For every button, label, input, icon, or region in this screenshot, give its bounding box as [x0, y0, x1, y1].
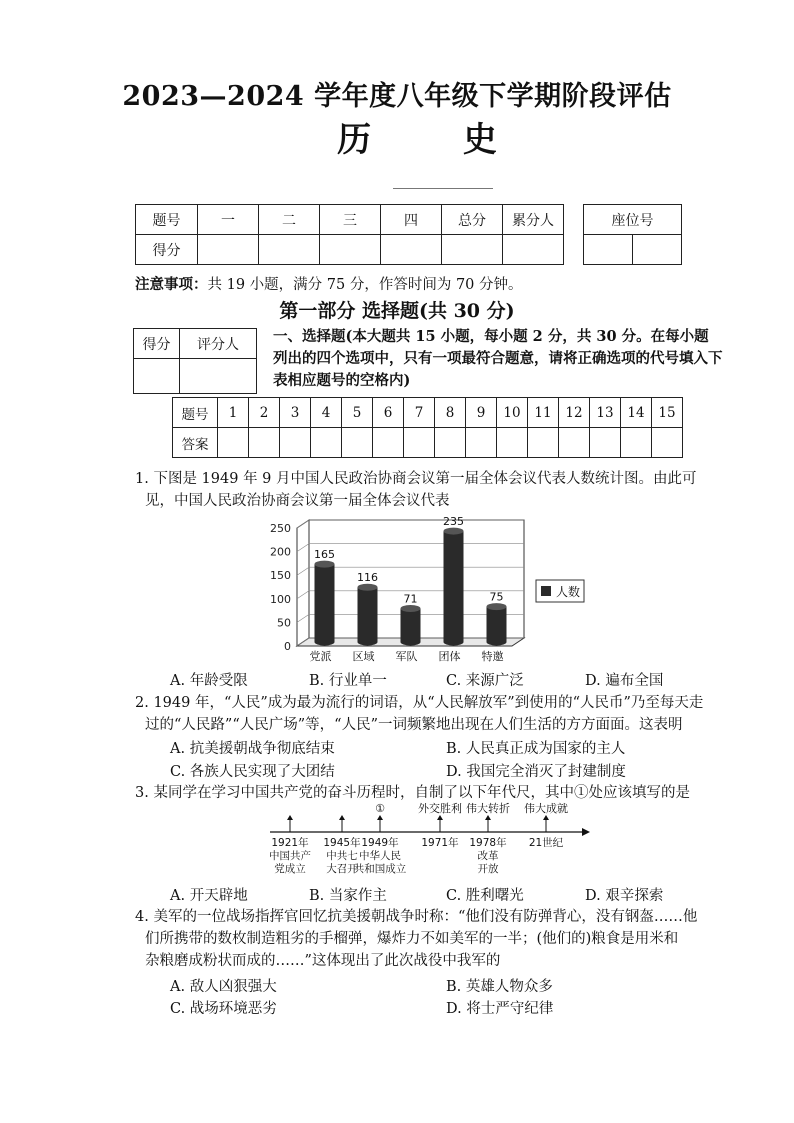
answer-cell[interactable] — [497, 428, 528, 458]
header-cell: 四 — [381, 205, 442, 235]
score-table-header-row — [136, 205, 564, 235]
bar — [444, 531, 464, 642]
seat-label: 座位号 — [584, 205, 682, 235]
answer-number-cell: 5 — [342, 398, 373, 428]
y-tick-label: 250 — [270, 522, 291, 535]
grader-cell[interactable] — [134, 359, 180, 394]
data-label: 75 — [489, 590, 504, 604]
legend-swatch — [541, 586, 551, 596]
grader-table — [133, 328, 257, 394]
gridline — [297, 591, 309, 599]
bar-top — [315, 561, 335, 568]
gridline — [297, 520, 309, 528]
answer-cell[interactable] — [373, 428, 404, 458]
answer-number-cell: 11 — [528, 398, 559, 428]
stem-line: 2. 1949 年，“人民”成为最为流行的词语，从“人民解放军”到使用的“人民币”乃至每天走 — [135, 695, 704, 711]
q4-option-b[interactable]: B. 英雄人物众多 — [446, 979, 553, 995]
chart-side-wall — [297, 520, 309, 646]
timeline-tick-arrow — [287, 815, 293, 820]
score-table — [135, 204, 564, 265]
timeline-tick-arrow — [543, 815, 549, 820]
timeline-point-label: 共和国成立 — [353, 863, 407, 875]
answer-number-cell: 8 — [435, 398, 466, 428]
answer-number-cell: 4 — [311, 398, 342, 428]
bar — [315, 564, 335, 642]
delegate-bar-chart — [255, 508, 590, 668]
gridline — [297, 567, 309, 575]
timeline-point-label: 改革 — [477, 850, 499, 862]
seat-cell[interactable] — [584, 235, 633, 265]
x-tick-label: 区域 — [352, 650, 375, 663]
timeline-top-label: ① — [375, 802, 385, 815]
x-tick-label: 团体 — [438, 650, 461, 663]
answer-cell[interactable] — [404, 428, 435, 458]
timeline-point-label: 党成立 — [274, 863, 306, 875]
grader-header: 评分人 — [180, 329, 257, 359]
answer-number-cell: 1 — [218, 398, 249, 428]
timeline-point-label: 1921年 — [271, 837, 309, 849]
timeline-point-label: 1945年 — [323, 837, 361, 849]
timeline-top-label: 外交胜利 — [418, 802, 462, 815]
y-tick-label: 150 — [270, 569, 291, 583]
answer-table — [172, 397, 683, 458]
data-label: 116 — [357, 571, 378, 585]
x-tick-label: 党派 — [309, 650, 332, 663]
stem-line: 过的“人民路”“人民广场”等，“人民”一词频繁地出现在人们生活的方方面面。这表明 — [145, 717, 683, 733]
y-tick-label: 200 — [270, 545, 291, 559]
q1-option-d[interactable]: D. 遍布全国 — [585, 673, 664, 689]
q3-option-c[interactable]: C. 胜利曙光 — [446, 888, 524, 904]
row-label: 得分 — [136, 235, 198, 265]
bar — [358, 587, 378, 642]
legend-label: 人数 — [556, 585, 581, 599]
header-cell: 一 — [198, 205, 259, 235]
header-cell: 累分人 — [503, 205, 564, 235]
bar-top — [358, 584, 378, 591]
timeline-tick-arrow — [377, 815, 383, 820]
seat-table — [583, 204, 682, 265]
answer-number-cell: 2 — [249, 398, 280, 428]
timeline-point-label: 1978年 — [469, 837, 507, 849]
answer-number-cell: 12 — [559, 398, 590, 428]
exam-title: 2023—2024 学年度八年级下学期阶段评估 — [122, 81, 672, 112]
q2-option-c[interactable]: C. 各族人民实现了大团结 — [170, 764, 335, 780]
q1-option-a[interactable]: A. 年龄受限 — [170, 673, 248, 689]
answer-number-cell: 15 — [652, 398, 683, 428]
answer-number-cell: 10 — [497, 398, 528, 428]
q4-option-c[interactable]: C. 战场环境恶劣 — [170, 1001, 277, 1017]
question-4-stem — [135, 906, 697, 972]
timeline-point-label: 1949年 — [361, 837, 399, 849]
answer-number-cell: 9 — [466, 398, 497, 428]
stem-line: 们所携带的数枚制造粗劣的手榴弹，爆炸力不如美军的一半；(他们的)粮食是用米和 — [145, 931, 679, 947]
answer-row-label: 题号 — [173, 398, 218, 428]
notice-label: 注意事项： — [135, 276, 208, 293]
answer-number-cell: 14 — [621, 398, 652, 428]
timeline — [262, 800, 597, 880]
q2-option-a[interactable]: A. 抗美援朝战争彻底结束 — [170, 741, 335, 757]
divider — [393, 188, 493, 189]
answer-cell[interactable] — [590, 428, 621, 458]
score-cell[interactable] — [442, 235, 503, 265]
q3-option-d[interactable]: D. 艰辛探索 — [585, 888, 664, 904]
timeline-point-label: 21世纪 — [528, 837, 564, 849]
q1-option-c[interactable]: C. 来源广泛 — [446, 673, 524, 689]
timeline-arrowhead — [582, 828, 590, 836]
question-3-stem: 3. 某同学在学习中国共产党的奋斗历程时，自制了以下年代尺，其中①处应该填写的是 — [135, 785, 690, 801]
answer-number-row — [173, 398, 683, 428]
part-title: 第一部分 选择题(共 30 分) — [279, 300, 515, 322]
bar — [401, 608, 421, 642]
q2-option-d[interactable]: D. 我国完全消灭了封建制度 — [446, 764, 626, 780]
bar-base — [315, 639, 335, 646]
q1-option-b[interactable]: B. 行业单一 — [309, 673, 387, 689]
data-label: 71 — [403, 592, 418, 606]
answer-row — [173, 428, 683, 458]
answer-number-cell: 13 — [590, 398, 621, 428]
data-label: 235 — [443, 515, 464, 529]
score-cell[interactable] — [381, 235, 442, 265]
notice-text: 共 19 小题，满分 75 分，作答时间为 70 分钟。 — [207, 277, 523, 293]
header-cell: 三 — [320, 205, 381, 235]
answer-cell[interactable] — [342, 428, 373, 458]
timeline-point-label: 1971年 — [421, 837, 459, 849]
answer-cell[interactable] — [311, 428, 342, 458]
timeline-point-label: 开放 — [477, 863, 499, 875]
answer-number-cell: 7 — [404, 398, 435, 428]
answer-number-cell: 3 — [280, 398, 311, 428]
timeline-tick-arrow — [485, 815, 491, 820]
stem-line: 4. 美军的一位战场指挥官回忆抗美援朝战争时称：“他们没有防弹背心，没有钢盔……他 — [135, 909, 698, 925]
stem-line: 见，中国人民政治协商会议第一届全体会议代表 — [145, 493, 450, 509]
x-tick-label: 特邀 — [481, 650, 504, 663]
timeline-point-label: 中共七 — [326, 850, 358, 862]
data-label: 165 — [314, 548, 335, 562]
answer-number-cell: 6 — [373, 398, 404, 428]
timeline-tick-arrow — [339, 815, 345, 820]
grader-header: 得分 — [134, 329, 180, 359]
gridline — [297, 544, 309, 552]
notice — [135, 273, 523, 294]
answer-cell[interactable] — [280, 428, 311, 458]
x-tick-label: 军队 — [395, 650, 418, 663]
answer-label: 答案 — [173, 428, 218, 458]
question-2-stem — [135, 692, 703, 736]
timeline-tick-arrow — [437, 815, 443, 820]
header-cell: 题号 — [136, 205, 198, 235]
score-table-row — [136, 235, 564, 265]
timeline-top-label: 伟大转折 — [466, 802, 510, 815]
grader-cell[interactable] — [180, 359, 257, 394]
q4-option-a[interactable]: A. 敌人凶狠强大 — [170, 979, 277, 995]
timeline-point-label: 中华人民 — [359, 850, 401, 862]
answer-cell[interactable] — [466, 428, 497, 458]
answer-cell[interactable] — [528, 428, 559, 458]
q3-option-b[interactable]: B. 当家作主 — [309, 888, 387, 904]
answer-cell[interactable] — [435, 428, 466, 458]
answer-cell[interactable] — [652, 428, 683, 458]
bar-base — [487, 639, 507, 646]
answer-cell[interactable] — [218, 428, 249, 458]
q3-option-a[interactable]: A. 开天辟地 — [170, 888, 248, 904]
bar-top — [401, 605, 421, 612]
bar-base — [444, 639, 464, 646]
bar — [487, 607, 507, 642]
subject-title: 历 史 — [337, 120, 537, 160]
bar-top — [487, 603, 507, 610]
stem-line: 杂粮磨成粉状而成的……”这体现出了此次战役中我军的 — [145, 953, 501, 969]
header-cell: 二 — [259, 205, 320, 235]
section-instructions: 一、选择题(本大题共 15 小题，每小题 2 分，共 30 分。在每小题列出的四个选项中，只有一项最符合题意，请将正确选项的代号填入下表相应题号的空格内) — [273, 328, 723, 389]
y-tick-label: 0 — [284, 640, 291, 653]
bar-top — [444, 528, 464, 535]
stem-line: 1. 下图是 1949 年 9 月中国人民政治协商会议第一届全体会议代表人数统计图。由此可 — [135, 471, 697, 487]
score-cell[interactable] — [320, 235, 381, 265]
q4-option-d[interactable]: D. 将士严守纪律 — [446, 1001, 554, 1017]
timeline-top-label: 伟大成就 — [524, 802, 568, 815]
question-1-stem — [135, 468, 697, 512]
gridline — [297, 614, 309, 622]
score-cell[interactable] — [259, 235, 320, 265]
timeline-point-label: 中国共产 — [269, 850, 311, 862]
score-cell[interactable] — [503, 235, 564, 265]
timeline-point-label: 大召开 — [326, 863, 358, 875]
y-tick-label: 100 — [270, 592, 291, 606]
y-tick-label: 50 — [277, 616, 291, 630]
bar-base — [358, 639, 378, 646]
answer-cell[interactable] — [559, 428, 590, 458]
seat-cell[interactable] — [633, 235, 682, 265]
bar-base — [401, 639, 421, 646]
score-cell[interactable] — [198, 235, 259, 265]
answer-cell[interactable] — [249, 428, 280, 458]
q2-option-b[interactable]: B. 人民真正成为国家的主人 — [446, 741, 626, 757]
header-cell: 总分 — [442, 205, 503, 235]
answer-cell[interactable] — [621, 428, 652, 458]
